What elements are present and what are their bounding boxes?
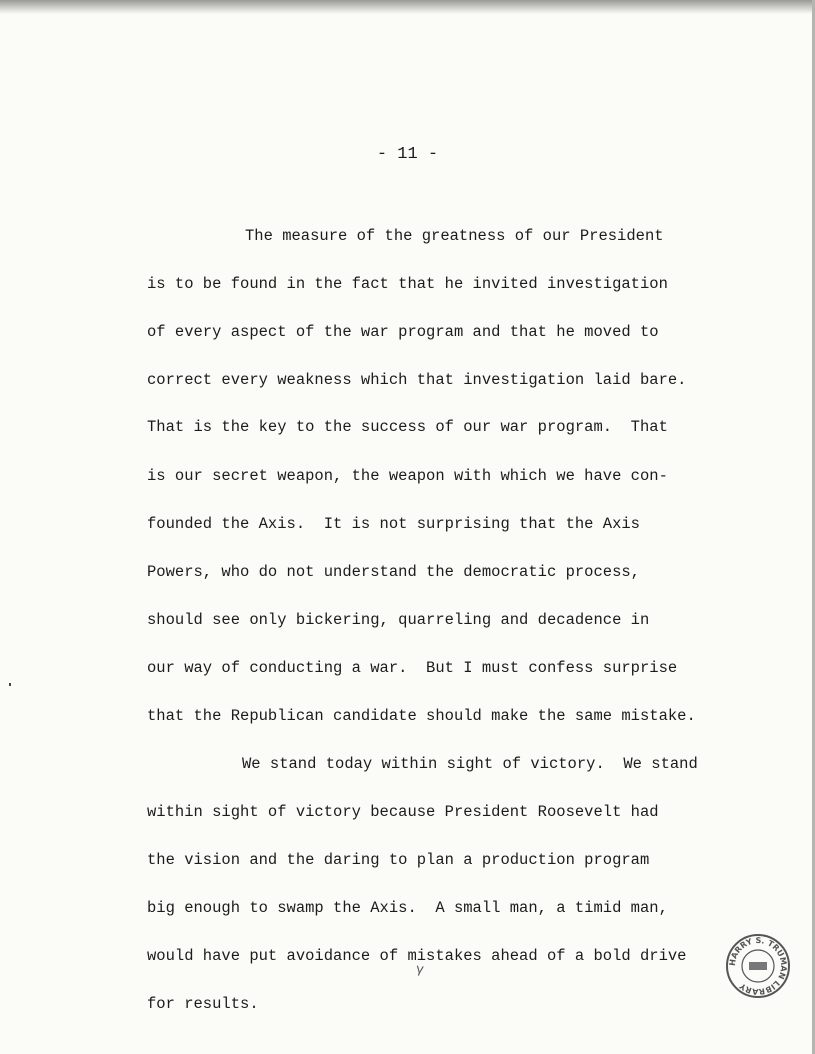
text-line: would have put avoidance of mistakes ahead of a bold drive (147, 947, 687, 965)
text-line: the vision and the daring to plan a production program (147, 851, 650, 869)
text-line: Powers, who do not understand the democratic process, (147, 563, 640, 581)
library-stamp (725, 933, 791, 999)
page-top-edge-shadow (0, 0, 815, 14)
text-line: The measure of the greatness of our President (245, 227, 664, 245)
text-line: is our secret weapon, the weapon with which we have con- (147, 467, 668, 485)
stamp-text: HARRY S. TRUMAN LIBRARY (727, 935, 789, 997)
text-line: our way of conducting a war. But I must confess surprise (147, 659, 678, 677)
text-line: of every aspect of the war program and that he moved to (147, 323, 659, 341)
pen-mark: γ (414, 961, 425, 978)
page-number: - 11 - (376, 145, 439, 164)
text-line: big enough to swamp the Axis. A small man, a timid man, (147, 899, 668, 917)
stray-ink-mark (9, 683, 11, 686)
text-line: We stand today within sight of victory. We stand (242, 755, 698, 773)
text-line: should see only bickering, quarreling and decadence in (147, 611, 650, 629)
text-line: is to be found in the fact that he invited investigation (147, 275, 668, 293)
text-line: correct every weakness which that investigation laid bare. (147, 371, 687, 389)
text-line: for results. (147, 995, 259, 1013)
text-line: that the Republican candidate should make the same mistake. (147, 707, 696, 725)
text-line: founded the Axis. It is not surprising that the Axis (147, 515, 640, 533)
text-line: That is the key to the success of our war program. That (147, 418, 668, 436)
text-line: within sight of victory because President Roosevelt had (147, 803, 659, 821)
